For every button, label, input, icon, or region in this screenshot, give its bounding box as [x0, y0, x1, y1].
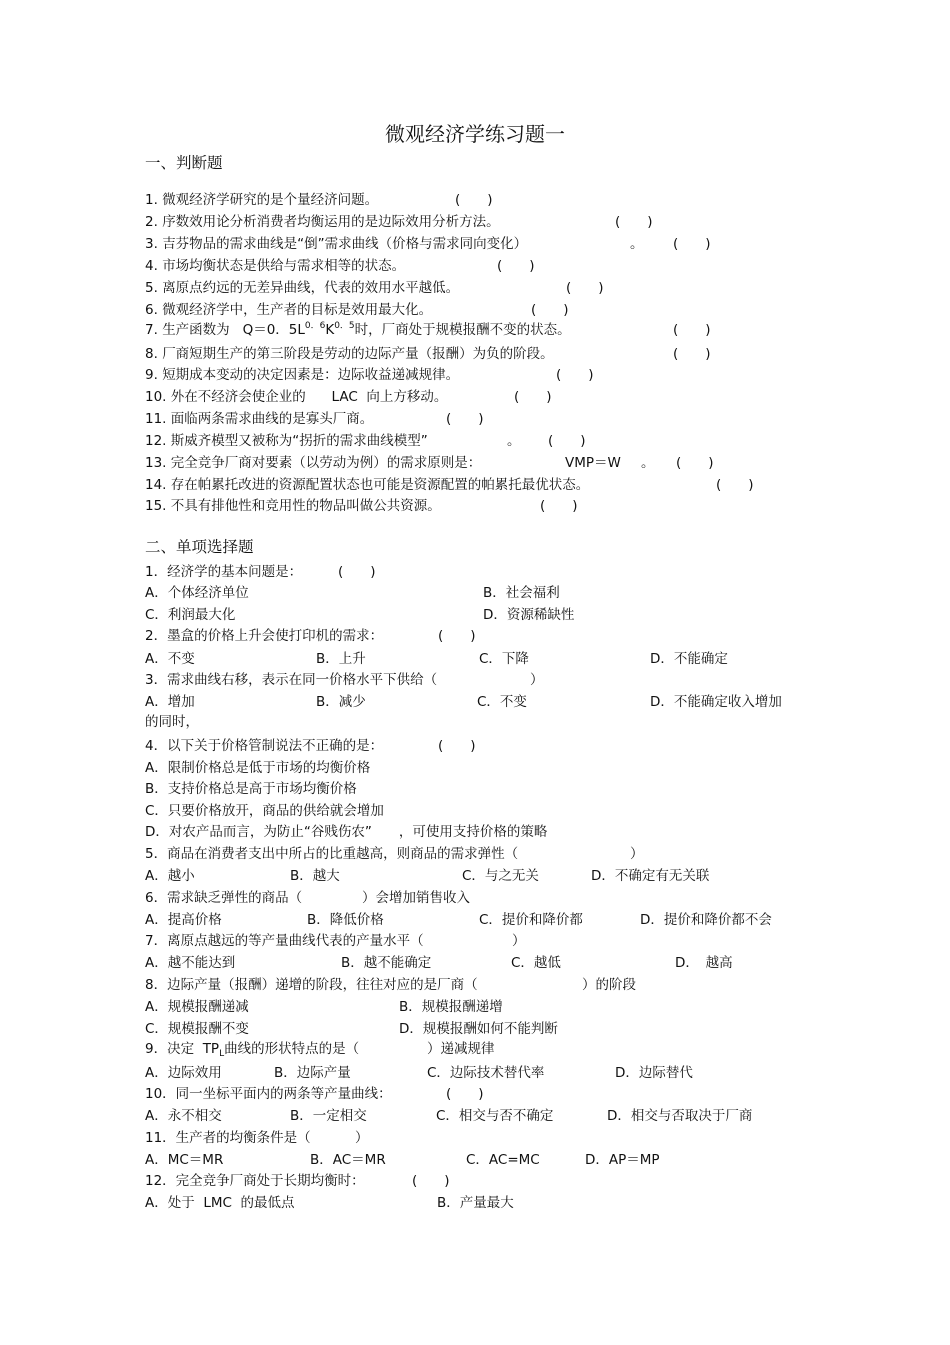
question-stem: 2．墨盒的价格上升会使打印机的需求：: [145, 628, 384, 644]
answer-paren[interactable]: ( ): [673, 346, 711, 362]
option-c[interactable]: C．下降: [479, 651, 529, 667]
answer-paren[interactable]: ( ): [548, 433, 586, 449]
option-c[interactable]: C．不变: [477, 694, 527, 710]
answer-paren[interactable]: ）: [355, 1130, 369, 1146]
question-stem: 12．完全竞争厂商处于长期均衡时：: [145, 1173, 365, 1189]
continuation-text: 的同时，: [145, 714, 199, 730]
option-d[interactable]: D．不确定有无关联: [591, 868, 710, 884]
answer-paren[interactable]: ( ): [438, 738, 476, 754]
tf-item-3: 3. 吉芬物品的需求曲线是“倒”需求曲线（价格与需求同向变化）: [145, 236, 528, 252]
tf-item-15: 15. 不具有排他性和竞用性的物品叫做公共资源。: [145, 498, 441, 514]
option-d[interactable]: D．对农产品而言，为防止“谷贱伤农” ，可使用支持价格的策略: [145, 824, 548, 840]
tf-item-5: 5. 离原点约远的无差异曲线，代表的效用水平越低。: [145, 280, 460, 296]
tf-item-4: 4. 市场均衡状态是供给与需求相等的状态。: [145, 258, 406, 274]
option-a[interactable]: A．永不相交: [145, 1108, 222, 1124]
tf-item-14: 14. 存在帕累托改进的资源配置状态也可能是资源配置的帕累托最优状态。: [145, 477, 590, 493]
period: 。: [507, 433, 521, 449]
option-d[interactable]: D．资源稀缺性: [483, 607, 575, 623]
tf-item-9: 9. 短期成本变动的决定因素是：边际收益递减规律。: [145, 367, 460, 383]
option-c[interactable]: C．只要价格放开，商品的供给就会增加: [145, 803, 384, 819]
answer-paren[interactable]: ）会增加销售收入: [362, 890, 470, 906]
option-b[interactable]: B．支持价格总是高于市场均衡价格: [145, 781, 357, 797]
question-stem: 9．决定 $TP_L$曲线的形状特点的是（: [145, 1041, 360, 1059]
option-d[interactable]: D．提价和降价都不会: [640, 912, 772, 928]
option-b[interactable]: B．一定相交: [290, 1108, 367, 1124]
page-title: 微观经济学练习题一: [385, 122, 565, 146]
option-d[interactable]: D．规模报酬如何不能判断: [399, 1021, 558, 1037]
question-stem: 10．同一坐标平面内的两条等产量曲线：: [145, 1086, 392, 1102]
tf-item-11: 11. 面临两条需求曲线的是寡头厂商。: [145, 411, 374, 427]
section-heading-choice: 二、单项选择题: [145, 538, 254, 556]
option-d[interactable]: D．边际替代: [615, 1065, 693, 1081]
tf-item-12: 12. 斯威齐模型又被称为“拐折的需求曲线模型”: [145, 433, 428, 449]
answer-paren[interactable]: ( ): [446, 1086, 484, 1102]
tf-item-7: 7. 生产函数为 Q＝0．$5L^{0.6}K^{0.5}$时，厂商处于规模报酬不变的状态。: [145, 321, 571, 338]
period: 。: [641, 455, 655, 471]
answer-paren[interactable]: ( ): [514, 389, 552, 405]
option-c[interactable]: C．利润最大化: [145, 607, 236, 623]
option-c[interactable]: C．与之无关: [462, 868, 539, 884]
tf-item-2: 2. 序数效用论分析消费者均衡运用的是边际效用分析方法。: [145, 214, 500, 230]
answer-paren[interactable]: ( ): [531, 302, 569, 318]
answer-paren[interactable]: ）递减规律: [427, 1041, 495, 1057]
question-stem: 1．经济学的基本问题是：: [145, 564, 303, 580]
question-stem: 8．边际产量（报酬）递增的阶段，往往对应的是厂商（: [145, 977, 478, 993]
answer-paren[interactable]: ( ): [673, 236, 711, 252]
answer-paren[interactable]: ）的阶段: [582, 977, 636, 993]
question-stem: 11．生产者的均衡条件是（: [145, 1130, 311, 1146]
option-a[interactable]: A．处于 LMC 的最低点: [145, 1195, 295, 1211]
section-heading-true-false: 一、判断题: [145, 154, 223, 172]
option-d[interactable]: D．不能确定: [650, 651, 728, 667]
tf-item-10: 10. 外在不经济会使企业的 LAC 向上方移动。: [145, 389, 448, 405]
option-a[interactable]: A．MC＝MR: [145, 1152, 224, 1168]
answer-paren[interactable]: ( ): [338, 564, 376, 580]
option-b[interactable]: B．规模报酬递增: [399, 999, 503, 1015]
answer-paren[interactable]: ( ): [615, 214, 653, 230]
option-c[interactable]: C．越低: [511, 955, 561, 971]
option-a[interactable]: A．越小: [145, 868, 195, 884]
option-a[interactable]: A．规模报酬递减: [145, 999, 249, 1015]
option-a[interactable]: A．提高价格: [145, 912, 222, 928]
answer-paren[interactable]: ( ): [673, 322, 711, 338]
option-b[interactable]: B．上升: [316, 651, 366, 667]
formula-vmp: VMP＝W: [565, 455, 621, 471]
option-a[interactable]: A．增加: [145, 694, 195, 710]
answer-paren[interactable]: ( ): [438, 628, 476, 644]
option-a[interactable]: A．个体经济单位: [145, 585, 249, 601]
tf-item-8: 8. 厂商短期生产的第三阶段是劳动的边际产量（报酬）为负的阶段。: [145, 346, 554, 362]
option-d[interactable]: D．相交与否取决于厂商: [607, 1108, 753, 1124]
answer-paren[interactable]: ( ): [446, 411, 484, 427]
tf-item-13: 13. 完全竞争厂商对要素（以劳动为例）的需求原则是：: [145, 455, 482, 471]
question-stem: 5．商品在消费者支出中所占的比重越高，则商品的需求弹性（: [145, 846, 519, 862]
question-stem: 7．离原点越远的等产量曲线代表的产量水平（: [145, 933, 424, 949]
option-b[interactable]: B．社会福利: [483, 585, 560, 601]
option-d[interactable]: D． 越高: [675, 955, 733, 971]
option-b[interactable]: B．边际产量: [274, 1065, 351, 1081]
option-b[interactable]: B．AC＝MR: [310, 1152, 386, 1168]
answer-paren[interactable]: ( ): [716, 477, 754, 493]
option-d[interactable]: D．AP＝MP: [585, 1152, 660, 1168]
answer-paren[interactable]: ( ): [540, 498, 578, 514]
question-stem: 6．需求缺乏弹性的商品（: [145, 890, 303, 906]
option-c[interactable]: C．规模报酬不变: [145, 1021, 249, 1037]
answer-paren[interactable]: ( ): [497, 258, 535, 274]
answer-paren[interactable]: ( ): [676, 455, 714, 471]
answer-paren[interactable]: ( ): [412, 1173, 450, 1189]
option-c[interactable]: C．AC=MC: [466, 1152, 540, 1168]
option-b[interactable]: B．产量最大: [437, 1195, 514, 1211]
option-b[interactable]: B．越大: [290, 868, 340, 884]
question-stem: 3．需求曲线右移，表示在同一价格水平下供给（: [145, 672, 438, 688]
option-a[interactable]: A．不变: [145, 651, 195, 667]
question-stem: 4．以下关于价格管制说法不正确的是：: [145, 738, 384, 754]
answer-paren[interactable]: ( ): [556, 367, 594, 383]
option-a[interactable]: A．限制价格总是低于市场的均衡价格: [145, 760, 371, 776]
answer-paren[interactable]: ( ): [455, 192, 493, 208]
option-a[interactable]: A．越不能达到: [145, 955, 236, 971]
tf-item-6: 6. 微观经济学中，生产者的目标是效用最大化。: [145, 302, 433, 318]
option-b[interactable]: B．减少: [316, 694, 366, 710]
option-a[interactable]: A．边际效用: [145, 1065, 222, 1081]
tf-item-1: 1. 微观经济学研究的是个量经济问题。: [145, 192, 379, 208]
option-c[interactable]: C．提价和降价都: [479, 912, 583, 928]
answer-paren[interactable]: ( ): [566, 280, 604, 296]
option-c[interactable]: C．相交与否不确定: [436, 1108, 554, 1124]
period: 。: [630, 236, 644, 252]
option-b[interactable]: B．越不能确定: [341, 955, 432, 971]
answer-paren[interactable]: ）: [512, 933, 526, 949]
option-d[interactable]: D．不能确定收入增加: [650, 694, 782, 710]
option-b[interactable]: B．降低价格: [307, 912, 384, 928]
answer-paren[interactable]: ）: [530, 672, 544, 688]
option-c[interactable]: C．边际技术替代率: [427, 1065, 545, 1081]
answer-paren[interactable]: ）: [630, 846, 644, 862]
